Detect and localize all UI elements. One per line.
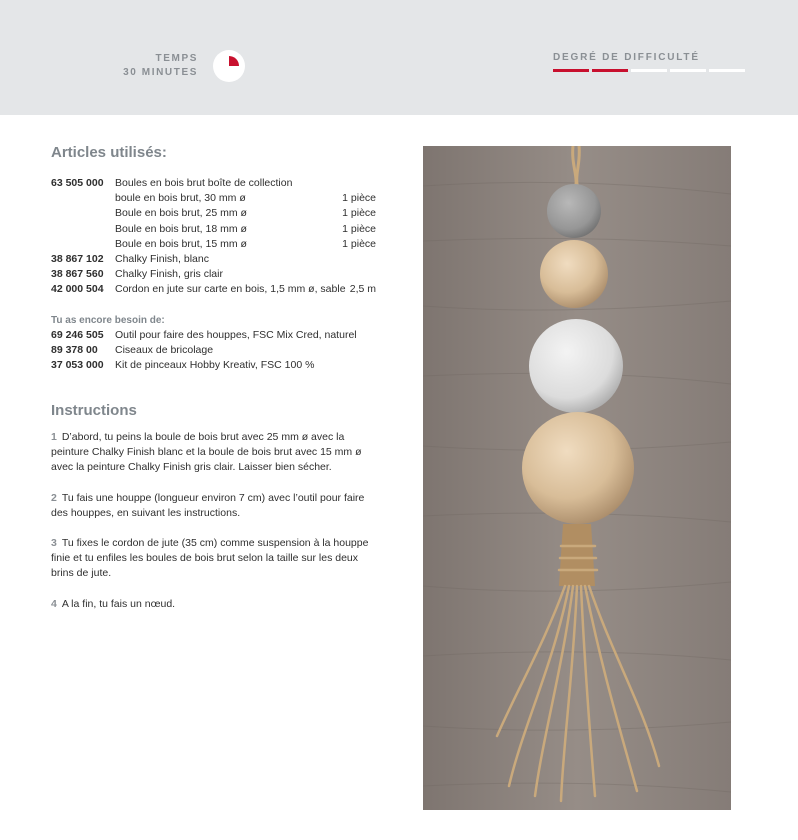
- article-number: 38 867 560: [51, 268, 104, 281]
- instruction-step: [51, 536, 381, 582]
- tools-list: [51, 328, 376, 374]
- instructions-list: [51, 430, 381, 627]
- article-description: Boule en bois brut, 18 mm ø: [115, 222, 247, 235]
- article-description: Boule en bois brut, 25 mm ø: [115, 207, 247, 220]
- item-row: [51, 343, 376, 358]
- item-row: [51, 267, 376, 282]
- instruction-step: [51, 597, 381, 612]
- item-row: [51, 282, 376, 297]
- article-quantity: [372, 343, 376, 358]
- step-text: Tu fixes le cordon de jute (35 cm) comme suspension à la houppe finie et tu enfiles les boules de bois brut selon la taille sur les deux brins de jute.: [51, 537, 369, 580]
- item-row: [51, 222, 376, 237]
- clock-icon: [212, 49, 246, 83]
- article-quantity: 1 pièce: [342, 237, 376, 250]
- article-description: Boules en bois brut boîte de collection: [115, 177, 293, 189]
- instructions-title: Instructions: [51, 402, 137, 419]
- item-row: [51, 206, 376, 221]
- step-number: 3: [51, 537, 57, 550]
- article-number: 63 505 000: [51, 177, 104, 189]
- article-description: boule en bois brut, 30 mm ø: [115, 192, 246, 205]
- item-row: [51, 358, 376, 373]
- article-number: 37 053 000: [51, 359, 104, 372]
- article-number: 89 378 00: [51, 344, 98, 357]
- article-description: Cordon en jute sur carte en bois, 1,5 mm ø, sable: [115, 283, 346, 296]
- difficulty-segment: [709, 69, 745, 72]
- article-number: [51, 222, 115, 237]
- item-row: [51, 237, 376, 252]
- article-quantity: [372, 252, 376, 267]
- materials-list: [51, 176, 376, 298]
- instruction-step: [51, 491, 381, 521]
- difficulty-label: DEGRÉ DE DIFFICULTÉ: [553, 52, 700, 63]
- article-number: [51, 237, 115, 252]
- article-quantity: [372, 358, 376, 373]
- difficulty-segment: [553, 69, 589, 72]
- article-description: Kit de pinceaux Hobby Kreativ, FSC 100 %: [115, 359, 315, 372]
- difficulty-segment: [631, 69, 667, 72]
- materials-title: Articles utilisés:: [51, 144, 167, 161]
- article-description: Chalky Finish, blanc: [115, 253, 209, 266]
- step-text: A la fin, tu fais un nœud.: [61, 597, 176, 610]
- instruction-step: [51, 430, 381, 476]
- article-quantity: [372, 176, 376, 191]
- difficulty-segment: [670, 69, 706, 72]
- item-row: [51, 191, 376, 206]
- article-quantity: 1 pièce: [342, 192, 376, 205]
- article-number: [51, 206, 115, 221]
- article-quantity: 2,5 m: [349, 283, 376, 296]
- article-description: Boule en bois brut, 15 mm ø: [115, 237, 247, 250]
- article-description: Ciseaux de bricolage: [115, 344, 214, 357]
- item-row: [51, 252, 376, 267]
- step-number: 1: [51, 431, 57, 443]
- time-label: TEMPS: [155, 53, 198, 64]
- article-number: [51, 191, 115, 206]
- article-quantity: [372, 267, 376, 282]
- step-number: 4: [51, 597, 57, 610]
- item-row: [51, 328, 376, 343]
- article-quantity: 1 pièce: [342, 222, 376, 235]
- article-description: Outil pour faire des houppes, FSC Mix Cred, naturel: [115, 329, 357, 341]
- time-value: 30 MINUTES: [123, 67, 198, 78]
- article-number: 42 000 504: [51, 283, 104, 296]
- article-number: 38 867 102: [51, 253, 104, 266]
- step-number: 2: [51, 491, 57, 504]
- article-quantity: 1 pièce: [342, 207, 376, 220]
- article-description: Chalky Finish, gris clair: [115, 268, 223, 281]
- tools-title: Tu as encore besoin de:: [51, 315, 165, 326]
- product-photo: [423, 146, 731, 810]
- item-row: [51, 176, 376, 191]
- difficulty-segment: [592, 69, 628, 72]
- difficulty-rating: [553, 69, 745, 72]
- tassel-pendant-image: [423, 146, 731, 810]
- article-number: 69 246 505: [51, 329, 104, 341]
- article-quantity: [372, 328, 376, 343]
- step-text: D’abord, tu peins la boule de bois brut avec 25 mm ø avec la peinture Chalky Finish blanc et la boule de bois brut avec 15 mm ø avec la peinture Chalky Finish gris clair. Laisser bien sécher.: [51, 431, 362, 474]
- step-text: Tu fais une houppe (longueur environ 7 cm) avec l’outil pour faire des houppes, en suivant les instructions.: [51, 491, 365, 519]
